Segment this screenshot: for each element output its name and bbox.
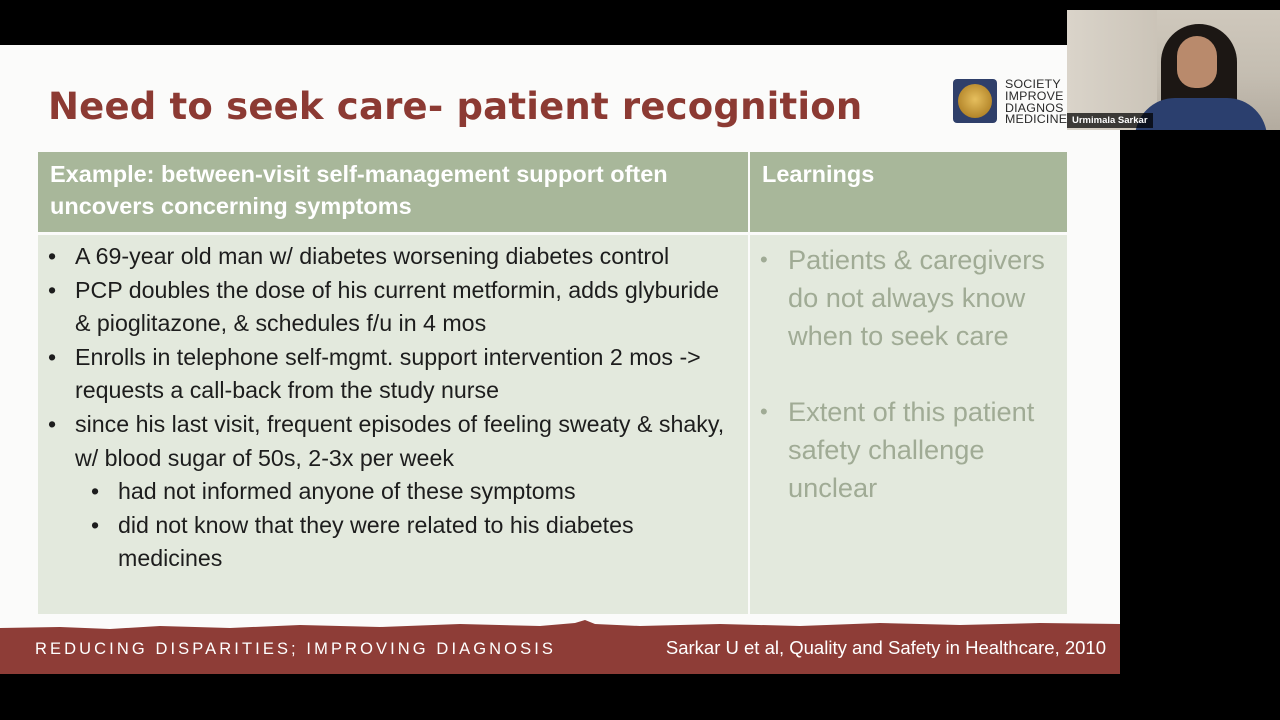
learning-item: • Patients & caregivers do not always know when to seek care: [760, 241, 1057, 355]
seal-icon: [953, 79, 997, 123]
content-table: [38, 152, 1067, 614]
logo-line: IMPROVE: [1005, 88, 1064, 103]
bullet-text: since his last visit, frequent episodes of feeling sweaty & shaky, w/ blood sugar of 50s, 2-3x per week: [75, 410, 725, 471]
society-logo: [953, 79, 1073, 127]
learning-item: • Extent of this patient safety challenge unclear: [760, 393, 1057, 507]
slide-title: Need to seek care- patient recognition: [48, 85, 863, 128]
table-header-example: [38, 152, 748, 232]
bullet-item: • Enrolls in telephone self-mgmt. support intervention 2 mos -> requests a call-back from the study nurse: [48, 341, 740, 408]
sub-bullet-item: • had not informed anyone of these symptoms: [75, 475, 740, 509]
bullet-item: • A 69-year old man w/ diabetes worsening diabetes control: [48, 240, 740, 274]
header-example-text: Example: between-visit self-management support often uncovers concerning symptoms: [50, 161, 668, 219]
logo-text: [1005, 79, 1067, 126]
example-bullet-list: [48, 240, 740, 576]
footer-citation: Sarkar U et al, Quality and Safety in Healthcare, 2010: [665, 637, 1106, 658]
footer-tagline: REDUCING DISPARITIES; IMPROVING DIAGNOSIS: [35, 640, 557, 658]
header-learnings-text: Learnings: [762, 161, 875, 187]
table-header-learnings: [750, 152, 1067, 232]
participant-face: [1177, 36, 1217, 88]
learnings-cell: [750, 235, 1067, 614]
logo-line: MEDICINE: [1005, 112, 1068, 127]
slide-footer: [0, 620, 1120, 674]
logo-line: SOCIETY: [1005, 77, 1061, 91]
participant-shoulders: [1135, 98, 1267, 130]
sub-bullet-item: • did not know that they were related to his diabetes medicines: [75, 509, 740, 576]
bullet-item: [48, 408, 740, 576]
example-cell: [38, 235, 748, 614]
participant-name-label: Urmimala Sarkar: [1067, 113, 1153, 128]
bullet-item: • PCP doubles the dose of his current metformin, adds glyburide & pioglitazone, & schedules f/u in 4 mos: [48, 274, 740, 341]
sub-bullet-list: [75, 475, 740, 576]
presentation-slide: [0, 45, 1120, 674]
participant-video-tile[interactable]: [1067, 10, 1280, 130]
learnings-list: [760, 241, 1057, 507]
logo-line: DIAGNOS: [1005, 100, 1064, 115]
